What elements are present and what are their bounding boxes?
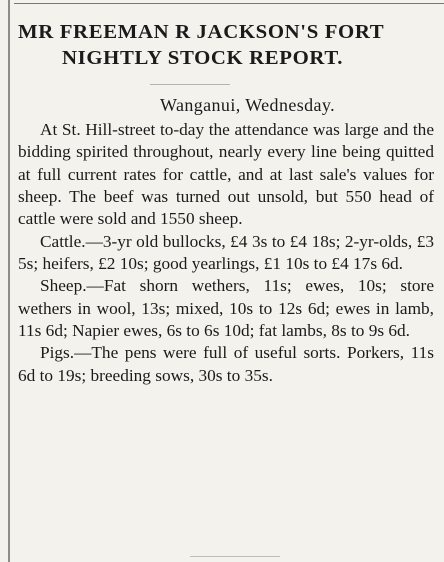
top-rule [14,3,444,4]
bottom-rule [190,556,280,557]
dateline: Wanganui, Wednesday. [160,95,336,115]
paragraph-cattle: Cattle.—3-yr old bullocks, £4 3s to £4 18s; 2-yr-olds, £3 5s; heifers, £2 10s; good yearlings, £1 10s to £4 17s 6d. [18,231,434,274]
separator-rule [150,84,230,85]
column-rule [8,0,10,562]
article-body [18,119,434,387]
headline-line-1: MR FREEMAN R JACKSON'S FORT [18,21,385,43]
paragraph-intro: At St. Hill-street to-day the attendance was large and the bidding spirited throughout, nearly every line being quitted at full current rates for cattle, and at last sale's values for sheep. The beef was turned out unsold, but 550 head of cattle were sold and 1550 sheep. [18,120,434,229]
headline-line-2: NIGHTLY STOCK REPORT. [62,47,344,69]
paragraph-pigs: Pigs.—The pens were full of useful sorts. Porkers, 11s 6d to 19s; breeding sows, 30s to 35s. [18,343,434,385]
paragraph-sheep: Sheep.—Fat shorn wethers, 11s; ewes, 10s; store wethers in wool, 13s; mixed, 10s to 12s 6d; ewes in lamb, 11s 6d; Napier ewes, 6s to 6s 10d; fat lambs, 8s to 9s 6d. [18,276,434,341]
